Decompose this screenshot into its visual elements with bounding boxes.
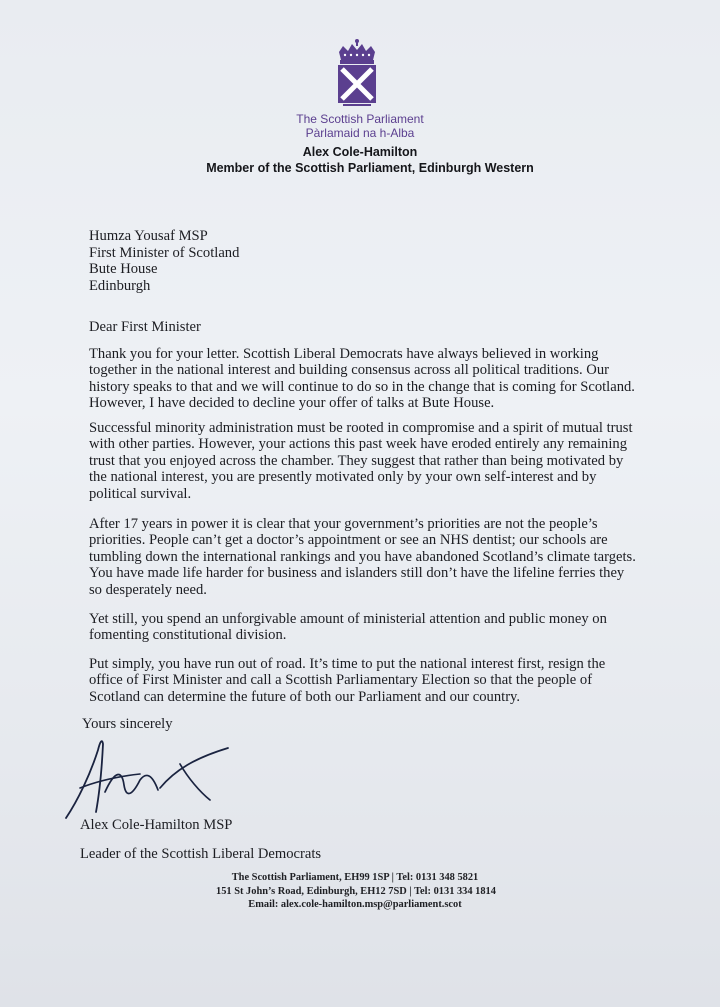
paragraph-line: fomenting constitutional division.	[89, 627, 287, 644]
address-line: Humza Yousaf MSP	[89, 228, 208, 244]
paragraph-line: Successful minority administration must be rooted in compromise and a spirit of mutual trust	[89, 420, 633, 436]
paragraph-line: priorities. People can’t get a doctor’s appointment or see an NHS dentist; our schools are	[89, 532, 608, 549]
paragraph-line: Scotland can determine the future of both our Parliament and our country.	[89, 688, 521, 705]
body-paragraph-5	[89, 656, 634, 705]
paragraph-line: history speaks to that and we will continue to do so in the change that is coming for Scotland.	[89, 378, 635, 395]
paragraph-line: the national interest, you are presently motivated only by your own self-interest and by	[89, 469, 597, 486]
paragraph-line: office of First Minister and call a Scottish Parliamentary Election so that the people of	[89, 672, 593, 689]
footer-address-line-1: The Scottish Parliament, EH99 1SP | Tel: 0131 348 5821	[231, 872, 479, 883]
signatory-name: Alex Cole-Hamilton MSP	[80, 817, 233, 833]
body-paragraph-1	[89, 346, 634, 412]
paragraph-line: Thank you for your letter. Scottish Liberal Democrats have always believed in working	[89, 346, 599, 362]
body-paragraph-2	[89, 420, 634, 502]
address-line: Edinburgh	[89, 277, 151, 294]
member-name: Alex Cole-Hamilton	[302, 145, 418, 159]
paragraph-line: with other parties. However, your actions this past week have eroded entirely any remaining	[89, 436, 627, 453]
paragraph-line: Put simply, you have run out of road. It’s time to put the national interest first, resign the	[89, 656, 606, 672]
member-role: Member of the Scottish Parliament, Edinburgh Western	[206, 161, 534, 175]
paragraph-line: trust that you enjoyed across the chamber. They suggest that rather than being motivated by	[89, 452, 624, 469]
parliament-name-gaelic: Pàrlamaid na h-Alba	[305, 126, 415, 140]
salutation: Dear First Minister	[89, 319, 201, 335]
footer-email: Email: alex.cole-hamilton.msp@parliament.scot	[248, 899, 462, 910]
paragraph-line: Yet still, you spend an unforgivable amount of ministerial attention and public money on	[89, 611, 607, 627]
recipient-address	[89, 228, 239, 294]
address-line: First Minister of Scotland	[89, 244, 240, 261]
handwritten-signature-icon	[60, 730, 240, 825]
footer-address-line-2: 151 St John’s Road, Edinburgh, EH12 7SD | Tel: 0131 334 1814	[216, 886, 496, 897]
closing: Yours sincerely	[82, 716, 173, 732]
paragraph-line: political survival.	[89, 485, 192, 502]
paragraph-line: tumbling down the international rankings and you have abandoned Scotland’s climate targets.	[89, 548, 636, 565]
address-line: Bute House	[89, 261, 158, 277]
signatory-role: Leader of the Scottish Liberal Democrats	[80, 846, 322, 862]
body-paragraph-4	[89, 611, 634, 644]
paragraph-line: together in the national interest and building consensus across all political traditions. Our	[89, 362, 609, 379]
scottish-parliament-crest-icon	[333, 38, 381, 110]
paragraph-line: After 17 years in power it is clear that your government’s priorities are not the people’s	[89, 516, 598, 532]
parliament-name-english: The Scottish Parliament	[296, 112, 424, 126]
paragraph-line: so desperately need.	[89, 581, 207, 598]
paragraph-line: However, I have decided to decline your offer of talks at Bute House.	[89, 395, 495, 412]
paragraph-line: You have made life harder for business and islanders still don’t have the lifeline ferries they	[89, 565, 625, 582]
body-paragraph-3	[89, 516, 634, 598]
